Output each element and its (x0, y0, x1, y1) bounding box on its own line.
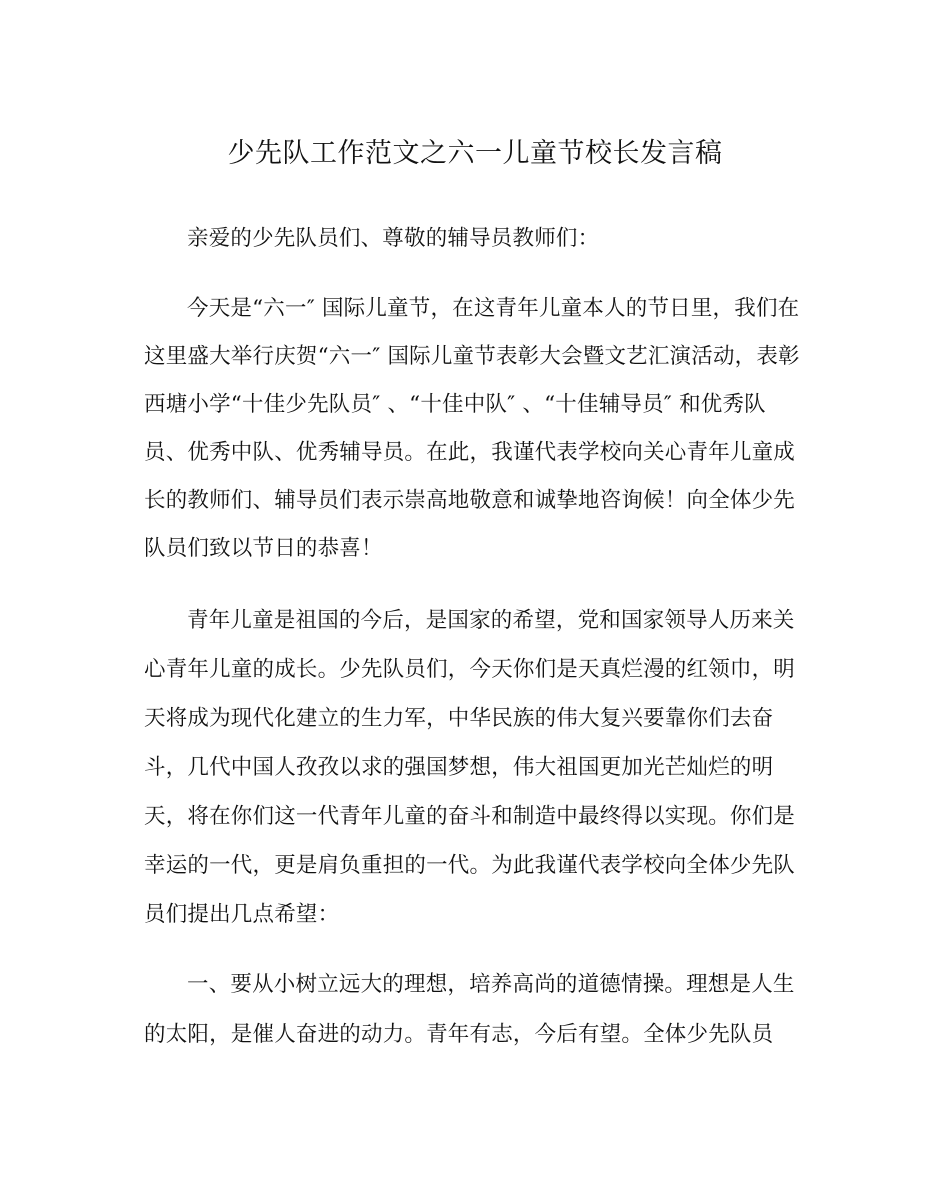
salutation: 亲爱的少先队员们、尊敬的辅导员教师们： (187, 226, 600, 251)
paragraph-line: 青年儿童是祖国的今后，是国家的希望，党和国家领导人历来关 (187, 608, 795, 633)
page-title: 少先队工作范文之六一儿童节校长发言稿 (227, 138, 723, 169)
paragraph-line: 长的教师们、辅导员们表示崇高地敬意和诚挚地咨询候！向全体少先 (144, 488, 796, 513)
paragraph-line: 今天是“六一″ 国际儿童节，在这青年儿童本人的节日里，我们在 (187, 296, 800, 321)
paragraph-line: 心青年儿童的成长。少先队员们，今天你们是天真烂漫的红领巾，明 (144, 657, 796, 682)
paragraph-line: 幸运的一代，更是肩负重担的一代。为此我谨代表学校向全体少先队 (144, 853, 796, 878)
paragraph-line: 队员们致以节日的恭喜！ (144, 536, 383, 561)
paragraph-line: 天，将在你们这一代青年儿童的奋斗和制造中最终得以实现。你们是 (144, 804, 796, 829)
paragraph-line: 员们提出几点希望： (144, 902, 340, 927)
paragraph-line: 天将成为现代化建立的生力军，中华民族的伟大复兴要靠你们去奋 (144, 706, 774, 731)
paragraph-line: 斗，几代中国人孜孜以求的强国梦想，伟大祖国更加光芒灿烂的明 (144, 755, 774, 780)
paragraph-line: 一、要从小树立远大的理想，培养高尚的道德情操。理想是人生 (187, 972, 795, 997)
paragraph-line: 这里盛大举行庆贺“六一″ 国际儿童节表彰大会暨文艺汇演活动，表彰 (144, 344, 800, 369)
paragraph-line: 西塘小学“十佳少先队员″ 、“十佳中队″ 、“十佳辅导员″ 和优秀队 (144, 392, 766, 417)
paragraph-line: 员、优秀中队、优秀辅导员。在此，我谨代表学校向关心青年儿童成 (144, 440, 796, 465)
paragraph-line: 的太阳，是催人奋进的动力。青年有志，今后有望。全体少先队员 (144, 1022, 774, 1047)
